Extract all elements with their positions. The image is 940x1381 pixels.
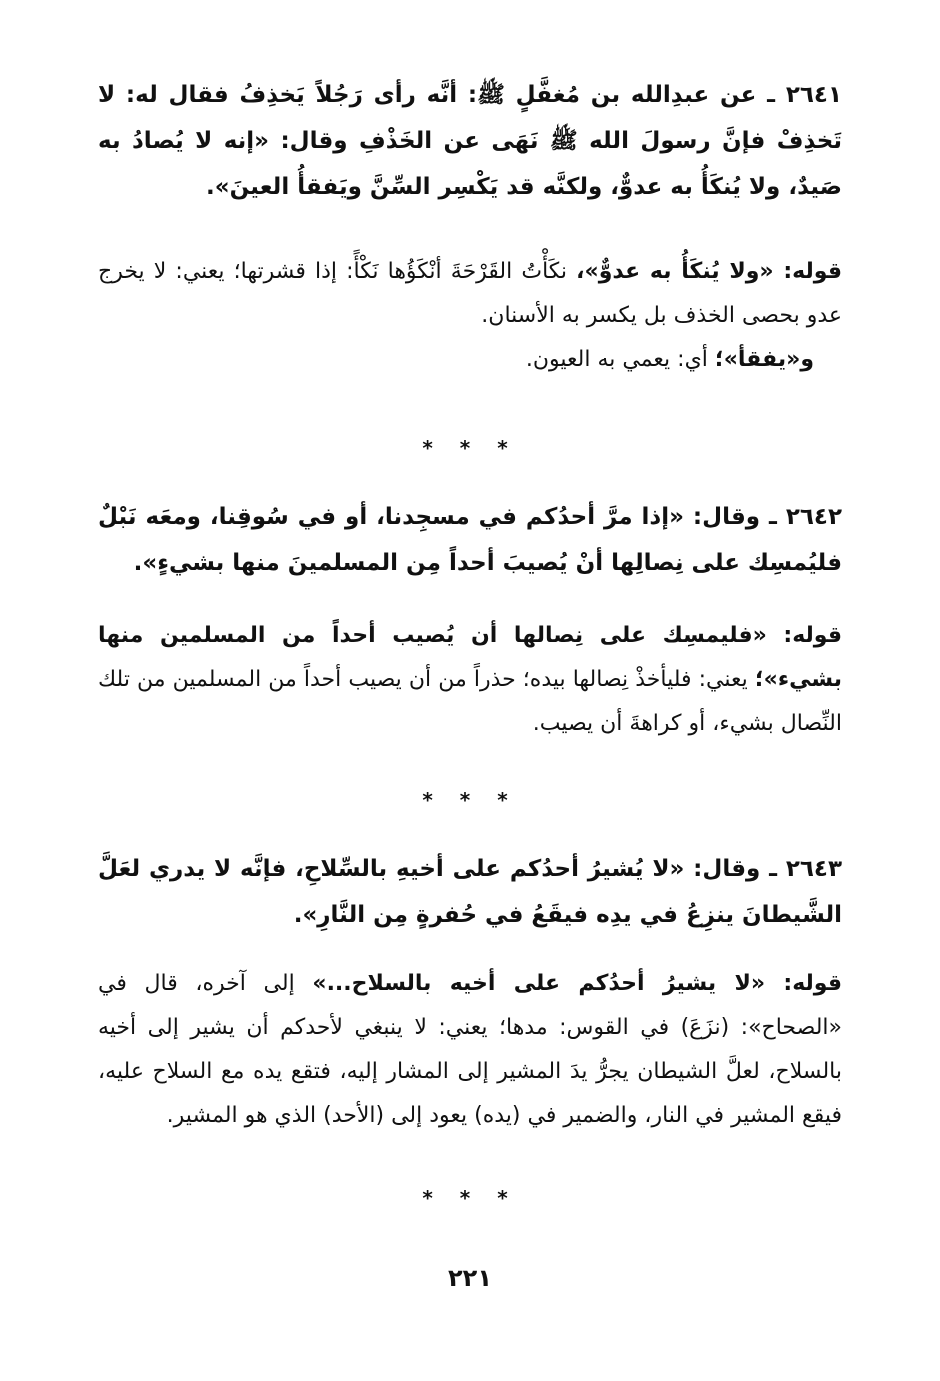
section-separator-3: * * * [422, 1186, 518, 1210]
section-separator-1: * * * [422, 436, 518, 460]
commentary-2641 [98, 250, 842, 382]
hadith-2641-text: ٢٦٤١ ـ عن عبدِالله بن مُغفَّلٍ ﷺ: أنَّه رأى رَجُلاً يَخذِفُ فقال له: لا تَخذِفْ فإنَّ رسولَ الله ﷺ نَهَى عن الخَذْفِ وقال: «إنه لا يُصادُ به صَيدٌ، ولا يُنكَأُ به عدوٌّ، ولكنَّه قد يَكْسِر السِّنَّ ويَفقأُ العينَ». [98, 82, 842, 200]
commentary-2641-para [98, 250, 842, 338]
commentary-2641-lead: قوله: «ولا يُنكَأُ به عدوٌّ»، [576, 259, 842, 284]
commentary-2642-rest: يعني: فليأخذْ نِصالها بيده؛ حذراً من أن يصيب أحداً من المسلمين من تلك النِّصال بشيء، أو كراهةَ أن يصيب. [98, 667, 842, 736]
hadith-2641 [98, 72, 842, 210]
commentary-2643-rest: إلى آخره، قال في «الصحاح»: (نزَعَ) في القوس: مدها؛ يعني: لا ينبغي لأحدكم أن يشير إلى أخيه بالسلاح، لعلَّ الشيطان يجرُّ يدَ المشير إلى المشار إليه، فتقع يده مع السلاح عليه، فيقع المشير في النار، والضمير في (يده) يعود إلى (الأحد) الذي هو المشير. [98, 971, 842, 1128]
section-separator-2: * * * [422, 788, 518, 812]
commentary-2641-line2-lead: و«يفقأ»؛ [714, 347, 814, 372]
page-number: ٢٢١ [448, 1264, 492, 1292]
commentary-2643 [98, 962, 842, 1138]
commentary-2641-line2 [98, 338, 842, 382]
hadith-2643-text: ٢٦٤٣ ـ وقال: «لا يُشيرُ أحدُكم على أخيهِ بالسِّلاحِ، فإنَّه لا يدري لعَلَّ الشَّيطانَ ينزِعُ في يدِه فيقَعُ في حُفرةٍ مِن النَّارِ». [98, 856, 842, 928]
hadith-2642 [98, 494, 842, 586]
commentary-2642-lead: قوله: «فليمسِك على نِصالها أن يُصيب أحداً من المسلمين منها بشيء»؛ [98, 623, 842, 692]
commentary-2643-lead: قوله: «لا يشيرُ أحدُكم على أخيه بالسلاح...» [312, 971, 842, 996]
hadith-2643 [98, 846, 842, 938]
hadith-2642-text: ٢٦٤٢ ـ وقال: «إذا مرَّ أحدُكم في مسجِدنا، أو في سُوقِنا، ومعَه نَبْلٌ فليُمسِك على نِصالِها أنْ يُصيبَ أحداً مِن المسلمينَ منها بشيءٍ». [98, 504, 842, 576]
commentary-2641-line2-rest: أي: يعمي به العيون. [525, 347, 715, 372]
commentary-2642 [98, 614, 842, 746]
commentary-2641-rest: نكَأْتُ القَرْحَةَ أنْكَؤُها نَكْأً: إذا قشرتها؛ يعني: لا يخرج عدو بحصى الخذف بل يكسر به الأسنان. [98, 259, 842, 328]
